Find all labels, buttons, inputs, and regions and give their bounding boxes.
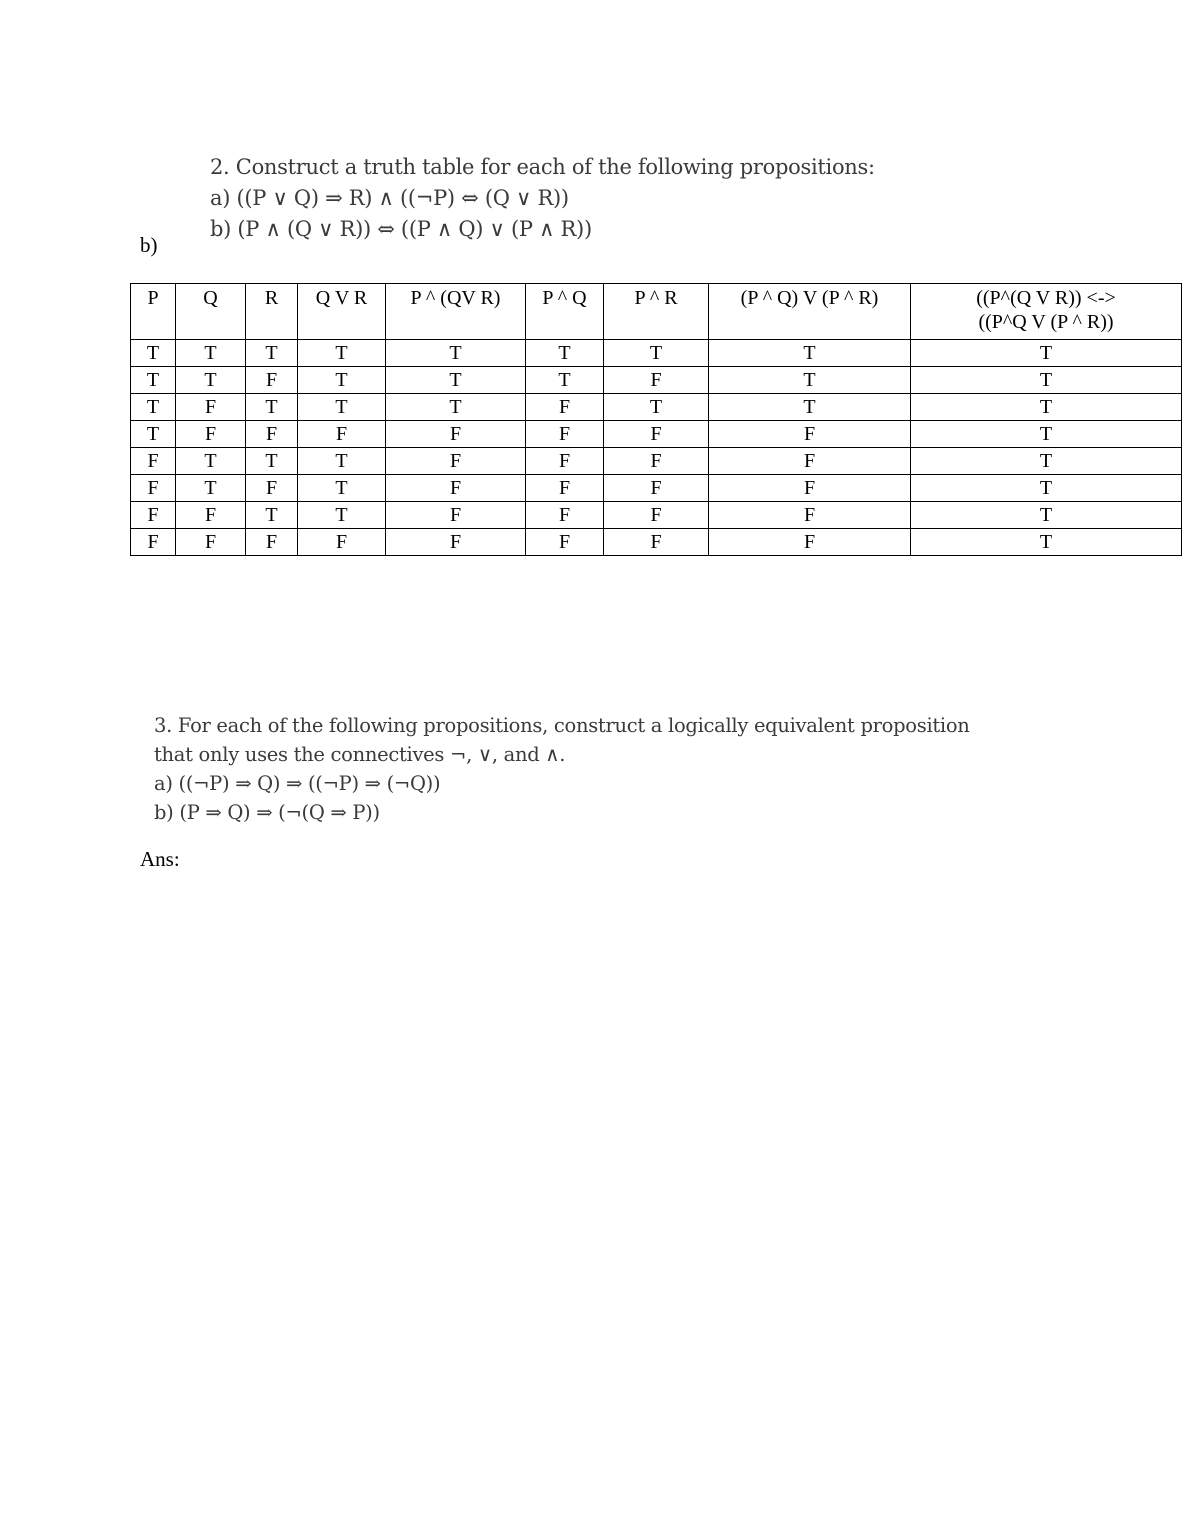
table-cell: F bbox=[386, 475, 526, 502]
header-cell: (P ^ Q) V (P ^ R) bbox=[709, 284, 911, 340]
header-cell: ((P^(Q V R)) <-> ((P^Q V (P ^ R)) bbox=[911, 284, 1182, 340]
table-cell: F bbox=[526, 394, 604, 421]
table-cell: T bbox=[604, 340, 709, 367]
table-row bbox=[131, 340, 1182, 367]
table-cell: F bbox=[526, 475, 604, 502]
table-cell: T bbox=[911, 367, 1182, 394]
table-cell: T bbox=[386, 340, 526, 367]
table-cell: T bbox=[246, 394, 298, 421]
table-cell: F bbox=[176, 502, 246, 529]
table-cell: T bbox=[526, 367, 604, 394]
problem-3-line-1: 3. For each of the following propositions, construct a logically equivalent proposition bbox=[154, 714, 970, 737]
table-cell: F bbox=[604, 367, 709, 394]
table-cell: T bbox=[709, 340, 911, 367]
table-cell: F bbox=[709, 529, 911, 556]
table-cell: T bbox=[298, 475, 386, 502]
truth-table bbox=[130, 283, 1182, 556]
header-cell: R bbox=[246, 284, 298, 340]
table-cell: T bbox=[386, 394, 526, 421]
table-cell: T bbox=[246, 448, 298, 475]
table-cell: F bbox=[604, 475, 709, 502]
table-cell: T bbox=[526, 340, 604, 367]
table-cell: T bbox=[911, 340, 1182, 367]
table-cell: T bbox=[709, 367, 911, 394]
table-cell: T bbox=[246, 340, 298, 367]
table-cell: F bbox=[386, 502, 526, 529]
part-b-label: b) bbox=[140, 233, 158, 257]
problem-2-heading: 2. Construct a truth table for each of the following propositions: bbox=[210, 155, 875, 179]
problem-3-line-2: that only uses the connectives ¬, ∨, and ∧. bbox=[154, 743, 566, 766]
table-cell: F bbox=[709, 421, 911, 448]
table-cell: F bbox=[246, 475, 298, 502]
table-cell: F bbox=[709, 448, 911, 475]
table-cell: T bbox=[176, 367, 246, 394]
table-cell: T bbox=[911, 475, 1182, 502]
table-row bbox=[131, 475, 1182, 502]
problem-3-image bbox=[154, 711, 970, 827]
table-cell: F bbox=[526, 529, 604, 556]
table-cell: F bbox=[604, 529, 709, 556]
table-cell: F bbox=[604, 448, 709, 475]
table-cell: F bbox=[604, 421, 709, 448]
table-cell: T bbox=[131, 394, 176, 421]
header-cell: Q bbox=[176, 284, 246, 340]
problem-2-part-a: a) ((P ∨ Q) ⇒ R) ∧ ((¬P) ⇔ (Q ∨ R)) bbox=[210, 186, 569, 210]
table-cell: F bbox=[526, 502, 604, 529]
problem-2-image bbox=[210, 152, 875, 245]
table-cell: F bbox=[176, 529, 246, 556]
table-cell: T bbox=[298, 367, 386, 394]
table-cell: F bbox=[131, 475, 176, 502]
table-cell: F bbox=[298, 529, 386, 556]
table-cell: F bbox=[526, 421, 604, 448]
table-cell: T bbox=[176, 475, 246, 502]
table-cell: F bbox=[386, 448, 526, 475]
table-cell: T bbox=[911, 529, 1182, 556]
problem-3-part-b: b) (P ⇒ Q) ⇒ (¬(Q ⇒ P)) bbox=[154, 801, 380, 824]
table-cell: F bbox=[246, 421, 298, 448]
table-cell: F bbox=[176, 394, 246, 421]
table-cell: F bbox=[176, 421, 246, 448]
table-cell: F bbox=[386, 421, 526, 448]
table-cell: F bbox=[246, 529, 298, 556]
problem-3-part-a: a) ((¬P) ⇒ Q) ⇒ ((¬P) ⇒ (¬Q)) bbox=[154, 772, 441, 795]
table-cell: T bbox=[176, 448, 246, 475]
table-cell: F bbox=[246, 367, 298, 394]
table-cell: T bbox=[298, 502, 386, 529]
table-cell: T bbox=[911, 502, 1182, 529]
table-row bbox=[131, 529, 1182, 556]
table-cell: F bbox=[604, 502, 709, 529]
table-cell: T bbox=[911, 394, 1182, 421]
table-cell: F bbox=[298, 421, 386, 448]
table-header-row bbox=[131, 284, 1182, 340]
table-row bbox=[131, 421, 1182, 448]
table-cell: T bbox=[298, 340, 386, 367]
table-cell: F bbox=[709, 475, 911, 502]
table-cell: T bbox=[246, 502, 298, 529]
table-cell: F bbox=[386, 529, 526, 556]
table-cell: T bbox=[298, 394, 386, 421]
table-cell: T bbox=[709, 394, 911, 421]
table-cell: T bbox=[176, 340, 246, 367]
table-cell: T bbox=[911, 421, 1182, 448]
header-cell: P ^ R bbox=[604, 284, 709, 340]
table-cell: F bbox=[526, 448, 604, 475]
table-cell: T bbox=[131, 340, 176, 367]
table-cell: T bbox=[131, 367, 176, 394]
table-row bbox=[131, 448, 1182, 475]
header-cell: P ^ Q bbox=[526, 284, 604, 340]
table-cell: T bbox=[298, 448, 386, 475]
header-cell: P ^ (QV R) bbox=[386, 284, 526, 340]
table-row bbox=[131, 502, 1182, 529]
header-cell: Q V R bbox=[298, 284, 386, 340]
table-cell: F bbox=[131, 448, 176, 475]
table-cell: F bbox=[131, 529, 176, 556]
table-cell: T bbox=[386, 367, 526, 394]
answer-label: Ans: bbox=[140, 847, 180, 871]
table-cell: F bbox=[131, 502, 176, 529]
table-cell: F bbox=[709, 502, 911, 529]
table-cell: T bbox=[604, 394, 709, 421]
table-row bbox=[131, 394, 1182, 421]
table-row bbox=[131, 367, 1182, 394]
table-cell: T bbox=[131, 421, 176, 448]
table-cell: T bbox=[911, 448, 1182, 475]
header-cell: P bbox=[131, 284, 176, 340]
problem-2-part-b: b) (P ∧ (Q ∨ R)) ⇔ ((P ∧ Q) ∨ (P ∧ R)) bbox=[210, 217, 592, 241]
